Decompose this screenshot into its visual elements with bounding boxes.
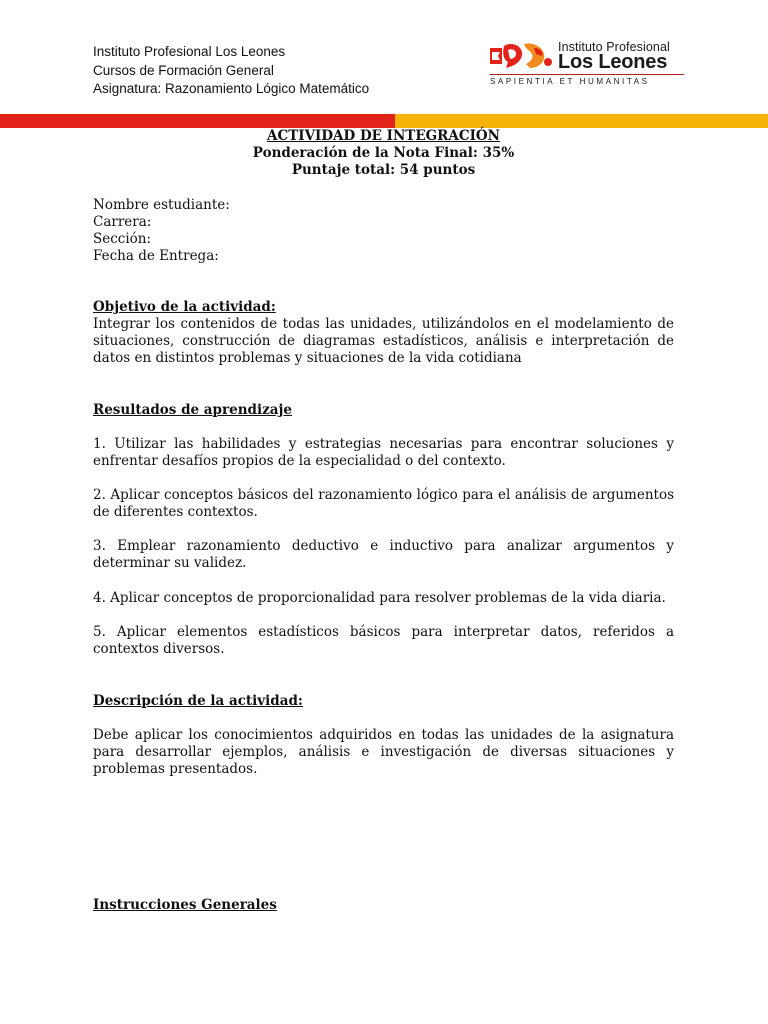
student-name-label: Nombre estudiante: <box>93 197 230 213</box>
activity-title: ACTIVIDAD DE INTEGRACIÓN <box>266 128 501 144</box>
logo-tagline: SAPIENTIA ET HUMANITAS <box>490 77 650 86</box>
logo-main-text: Los Leones <box>558 51 668 73</box>
course-type: Cursos de Formación General <box>93 62 274 78</box>
learning-outcomes-heading: Resultados de aprendizaje <box>93 402 292 418</box>
learning-outcome-item: 2. Aplicar conceptos básicos del razonamiento lógico para el análisis de argumentos de diferentes contextos. <box>93 487 674 520</box>
objective-heading: Objetivo de la actividad: <box>93 299 276 315</box>
description-heading-block <box>93 693 674 710</box>
instructions-heading: Instrucciones Generales <box>93 897 277 913</box>
header-color-band <box>0 114 768 128</box>
objective-text: Integrar los contenidos de todas las unidades, utilizándolos en el modelamiento de situaciones, construcción de diagramas estadísticos, análisis e interpretación de datos en distintos problemas y situaciones de la vida cotidiana <box>93 316 674 366</box>
institution-header <box>93 43 369 99</box>
subject-name: Asignatura: Razonamiento Lógico Matemático <box>93 81 370 96</box>
objective-section <box>93 299 674 367</box>
learning-outcomes-heading-block <box>93 402 674 419</box>
color-band-yellow <box>395 114 768 128</box>
learning-outcome-item: 4. Aplicar conceptos de proporcionalidad para resolver problemas de la vida diaria. <box>93 590 666 606</box>
logo-divider <box>490 74 684 75</box>
institution-name: Instituto Profesional Los Leones <box>93 44 286 59</box>
learning-outcome-item: 5. Aplicar elementos estadísticos básicos para interpretar datos, referidos a contextos diversos. <box>93 624 674 657</box>
student-fields <box>93 197 674 265</box>
description-text: Debe aplicar los conocimientos adquiridos en todas las unidades de la asignatura para desarrollar ejemplos, análisis e investigación de diversas situaciones y problemas presentados. <box>93 727 674 777</box>
total-score: Puntaje total: 54 puntos <box>291 162 476 178</box>
color-band-red <box>0 114 395 128</box>
grade-weight: Ponderación de la Nota Final: 35% <box>252 145 515 161</box>
instructions-heading-block <box>93 897 674 914</box>
section-label: Sección: <box>93 231 152 247</box>
logo-top-text: Instituto Profesional <box>558 40 670 54</box>
learning-outcome-item: 3. Emplear razonamiento deductivo e inductivo para analizar argumentos y determinar su validez. <box>93 538 674 571</box>
description-heading: Descripción de la actividad: <box>93 693 303 709</box>
lion-logo-icon <box>490 42 554 70</box>
institution-logo <box>490 40 690 88</box>
due-date-label: Fecha de Entrega: <box>93 248 219 264</box>
title-block <box>93 128 674 179</box>
career-label: Carrera: <box>93 214 152 230</box>
learning-outcome-item: 1. Utilizar las habilidades y estrategias necesarias para encontrar soluciones y enfrentar desafíos propios de la especialidad o del contexto. <box>93 436 674 469</box>
